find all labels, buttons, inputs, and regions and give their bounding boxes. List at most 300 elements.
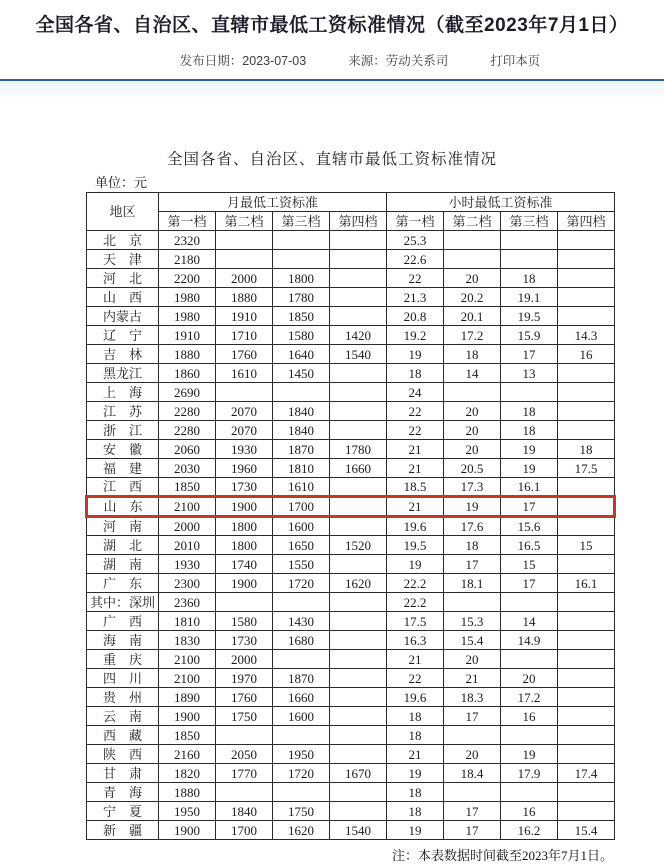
- wage-cell: 1980: [159, 307, 216, 326]
- wage-cell: [330, 402, 387, 421]
- wage-cell: [330, 497, 387, 517]
- region-cell: 新 疆: [87, 821, 159, 840]
- wage-cell: 1850: [273, 307, 330, 326]
- wage-cell: 21: [387, 459, 444, 478]
- wage-cell: 2070: [216, 402, 273, 421]
- region-cell: 云 南: [87, 707, 159, 726]
- wage-cell: 1780: [273, 288, 330, 307]
- wage-cell: 1580: [216, 612, 273, 631]
- wage-cell: [501, 593, 558, 612]
- wage-cell: [330, 421, 387, 440]
- table-row: [87, 650, 615, 669]
- wage-cell: [216, 783, 273, 802]
- wage-cell: 2030: [159, 459, 216, 478]
- region-cell: 甘 肃: [87, 764, 159, 783]
- wage-cell: [216, 383, 273, 402]
- wage-cell: [501, 250, 558, 269]
- wage-cell: 1840: [273, 402, 330, 421]
- region-cell: 浙 江: [87, 421, 159, 440]
- wage-cell: 20: [444, 402, 501, 421]
- wage-cell: 1730: [216, 478, 273, 497]
- wage-cell: 17: [444, 707, 501, 726]
- wage-cell: [330, 269, 387, 288]
- wage-cell: 24: [387, 383, 444, 402]
- wage-cell: 16: [501, 707, 558, 726]
- monthly-group-header: 月最低工资标准: [159, 193, 387, 212]
- wage-cell: 1640: [273, 345, 330, 364]
- wage-cell: 20.5: [444, 459, 501, 478]
- wage-cell: 16.2: [501, 821, 558, 840]
- wage-cell: 19.6: [387, 517, 444, 536]
- wage-cell: 17.9: [501, 764, 558, 783]
- region-cell: 江 苏: [87, 402, 159, 421]
- wage-cell: [444, 383, 501, 402]
- wage-cell: 19: [387, 764, 444, 783]
- wage-cell: 19.2: [387, 326, 444, 345]
- wage-cell: 18: [501, 269, 558, 288]
- region-cell: 吉 林: [87, 345, 159, 364]
- wage-cell: 20: [444, 650, 501, 669]
- wage-cell: 1880: [159, 783, 216, 802]
- wage-cell: 1870: [273, 669, 330, 688]
- wage-cell: 19.1: [501, 288, 558, 307]
- wage-cell: [558, 669, 615, 688]
- hourly-group-header: 小时最低工资标准: [387, 193, 615, 212]
- wage-table: [85, 192, 616, 840]
- wage-cell: [330, 688, 387, 707]
- table-title: 全国各省、自治区、直辖市最低工资标准情况: [166, 151, 497, 168]
- wage-cell: [558, 593, 615, 612]
- wage-cell: [444, 593, 501, 612]
- wage-cell: 18: [387, 726, 444, 745]
- wage-cell: 1610: [273, 478, 330, 497]
- table-row: [87, 364, 615, 383]
- wage-cell: 2180: [159, 250, 216, 269]
- wage-cell: 18: [501, 402, 558, 421]
- wage-cell: 1900: [159, 821, 216, 840]
- wage-cell: [558, 802, 615, 821]
- wage-cell: 1800: [216, 517, 273, 536]
- region-cell: 四 川: [87, 669, 159, 688]
- wage-cell: 15: [558, 536, 615, 555]
- table-row: [87, 783, 615, 802]
- wage-cell: 15.6: [501, 517, 558, 536]
- wage-cell: 1670: [330, 764, 387, 783]
- region-cell: 海 南: [87, 631, 159, 650]
- table-row: [87, 802, 615, 821]
- table-row: [87, 764, 615, 783]
- wage-cell: 22.2: [387, 593, 444, 612]
- wage-cell: 16.3: [387, 631, 444, 650]
- wage-cell: 1930: [159, 555, 216, 574]
- wage-cell: 2050: [216, 745, 273, 764]
- region-cell: 江 西: [87, 478, 159, 497]
- wage-cell: 1850: [159, 478, 216, 497]
- region-cell: 河 南: [87, 517, 159, 536]
- wage-cell: 2160: [159, 745, 216, 764]
- wage-cell: 1700: [216, 821, 273, 840]
- wage-cell: 20: [444, 745, 501, 764]
- wage-cell: [558, 631, 615, 650]
- wage-cell: [273, 231, 330, 250]
- wage-cell: 1880: [216, 288, 273, 307]
- wage-cell: [444, 783, 501, 802]
- wage-cell: [330, 307, 387, 326]
- wage-cell: 1900: [159, 707, 216, 726]
- wage-cell: [330, 250, 387, 269]
- wage-cell: 1900: [216, 574, 273, 593]
- wage-cell: 17.2: [501, 688, 558, 707]
- wage-cell: 1910: [159, 326, 216, 345]
- wage-cell: 2200: [159, 269, 216, 288]
- wage-cell: [273, 593, 330, 612]
- wage-cell: 21: [387, 745, 444, 764]
- wage-cell: 1930: [216, 440, 273, 459]
- wage-cell: 22: [387, 269, 444, 288]
- table-header-row-tiers: [87, 212, 615, 231]
- wage-cell: 1910: [216, 307, 273, 326]
- wage-cell: 21.3: [387, 288, 444, 307]
- region-cell: 上 海: [87, 383, 159, 402]
- wage-cell: [330, 669, 387, 688]
- wage-cell: 15: [501, 555, 558, 574]
- wage-cell: 14: [501, 612, 558, 631]
- table-row: [87, 745, 615, 764]
- wage-cell: [273, 383, 330, 402]
- region-cell: 内蒙古: [87, 307, 159, 326]
- wage-cell: 1720: [273, 574, 330, 593]
- table-row: [87, 421, 615, 440]
- wage-cell: [558, 231, 615, 250]
- wage-cell: 16.1: [558, 574, 615, 593]
- hourly-tier-3-header: 第三档: [501, 212, 558, 231]
- wage-cell: 2000: [159, 517, 216, 536]
- table-row: [87, 307, 615, 326]
- region-cell: 天 津: [87, 250, 159, 269]
- wage-cell: 1800: [216, 536, 273, 555]
- publish-date-label: 发布日期：: [179, 54, 243, 68]
- table-row: [87, 688, 615, 707]
- wage-cell: [558, 269, 615, 288]
- wage-cell: 1420: [330, 326, 387, 345]
- wage-cell: 1780: [330, 440, 387, 459]
- wage-cell: [558, 707, 615, 726]
- region-cell: 山 东: [87, 497, 159, 517]
- wage-cell: [273, 726, 330, 745]
- wage-cell: 18: [387, 783, 444, 802]
- wage-cell: 22: [387, 421, 444, 440]
- wage-cell: 2060: [159, 440, 216, 459]
- wage-cell: [558, 517, 615, 536]
- wage-cell: [216, 231, 273, 250]
- table-row: [87, 669, 615, 688]
- region-cell: 青 海: [87, 783, 159, 802]
- source-value: 劳动关系司: [385, 54, 449, 68]
- hourly-tier-4-header: 第四档: [558, 212, 615, 231]
- wage-cell: 17: [501, 497, 558, 517]
- wage-cell: 17.2: [444, 326, 501, 345]
- wage-cell: 2320: [159, 231, 216, 250]
- table-row: [87, 707, 615, 726]
- wage-cell: 17: [444, 821, 501, 840]
- wage-cell: 19.6: [387, 688, 444, 707]
- region-cell: 宁 夏: [87, 802, 159, 821]
- wage-cell: 1950: [273, 745, 330, 764]
- wage-cell: 18.4: [444, 764, 501, 783]
- wage-cell: [330, 612, 387, 631]
- wage-cell: 17: [444, 555, 501, 574]
- wage-cell: [273, 650, 330, 669]
- region-cell: 北 京: [87, 231, 159, 250]
- wage-cell: 1620: [273, 821, 330, 840]
- wage-cell: [444, 231, 501, 250]
- wage-cell: 1660: [273, 688, 330, 707]
- wage-cell: 1680: [273, 631, 330, 650]
- wage-cell: 15.9: [501, 326, 558, 345]
- print-page-link[interactable]: 打印本页: [490, 54, 541, 68]
- wage-cell: 1770: [216, 764, 273, 783]
- wage-cell: [558, 402, 615, 421]
- wage-cell: [501, 783, 558, 802]
- wage-cell: 20.8: [387, 307, 444, 326]
- wage-cell: 1950: [159, 802, 216, 821]
- footnote: 注：本表数据时间截至2023年7月1日。: [391, 848, 613, 863]
- table-row: [87, 402, 615, 421]
- wage-cell: [330, 745, 387, 764]
- table-row: [87, 250, 615, 269]
- table-row: [87, 821, 615, 840]
- wage-cell: 1810: [273, 459, 330, 478]
- wage-cell: 1970: [216, 669, 273, 688]
- wage-cell: 2360: [159, 593, 216, 612]
- wage-cell: 1840: [216, 802, 273, 821]
- wage-cell: [501, 231, 558, 250]
- wage-cell: [330, 231, 387, 250]
- region-cell: 河 北: [87, 269, 159, 288]
- table-row: [87, 459, 615, 478]
- region-cell: 黑龙江: [87, 364, 159, 383]
- region-cell: 广 西: [87, 612, 159, 631]
- wage-cell: 19.5: [387, 536, 444, 555]
- wage-cell: 25.3: [387, 231, 444, 250]
- wage-cell: 1430: [273, 612, 330, 631]
- table-row: [87, 288, 615, 307]
- wage-cell: 20.2: [444, 288, 501, 307]
- wage-cell: 1660: [330, 459, 387, 478]
- wage-cell: [330, 478, 387, 497]
- wage-cell: 18: [387, 364, 444, 383]
- wage-cell: 20.1: [444, 307, 501, 326]
- wage-cell: 19: [387, 821, 444, 840]
- wage-cell: [558, 726, 615, 745]
- wage-cell: 21: [387, 497, 444, 517]
- wage-cell: 20: [444, 269, 501, 288]
- page-title: 全国各省、自治区、直辖市最低工资标准情况（截至2023年7月1日）: [35, 15, 629, 36]
- wage-cell: [558, 783, 615, 802]
- wage-cell: 20: [444, 440, 501, 459]
- region-header: 地区: [87, 193, 159, 231]
- wage-cell: 2070: [216, 421, 273, 440]
- wage-cell: 1860: [159, 364, 216, 383]
- wage-cell: 17.4: [558, 764, 615, 783]
- region-cell: 山 西: [87, 288, 159, 307]
- wage-cell: 20: [444, 421, 501, 440]
- wage-cell: 16: [501, 802, 558, 821]
- wage-cell: 22: [387, 669, 444, 688]
- wage-cell: [558, 497, 615, 517]
- wage-table-body: [87, 231, 615, 840]
- wage-cell: [330, 383, 387, 402]
- wage-cell: 16.5: [501, 536, 558, 555]
- wage-cell: [444, 726, 501, 745]
- table-row: [87, 326, 615, 345]
- table-row: [87, 231, 615, 250]
- region-cell: 重 庆: [87, 650, 159, 669]
- wage-cell: 1800: [273, 269, 330, 288]
- wage-cell: 21: [387, 650, 444, 669]
- table-row: [87, 612, 615, 631]
- wage-cell: [558, 650, 615, 669]
- wage-cell: 21: [444, 669, 501, 688]
- wage-cell: [273, 250, 330, 269]
- wage-cell: 2280: [159, 421, 216, 440]
- wage-cell: 17: [501, 345, 558, 364]
- region-cell: 广 东: [87, 574, 159, 593]
- table-row: [87, 593, 615, 612]
- wage-cell: [273, 783, 330, 802]
- wage-cell: [558, 250, 615, 269]
- wage-cell: 19.5: [501, 307, 558, 326]
- wage-cell: 19: [444, 497, 501, 517]
- wage-cell: [330, 707, 387, 726]
- wage-cell: 17.5: [387, 612, 444, 631]
- monthly-tier-4-header: 第四档: [330, 212, 387, 231]
- wage-cell: [558, 288, 615, 307]
- wage-cell: [330, 288, 387, 307]
- wage-cell: 1880: [159, 345, 216, 364]
- wage-cell: [330, 631, 387, 650]
- wage-cell: 1550: [273, 555, 330, 574]
- wage-cell: 22.6: [387, 250, 444, 269]
- wage-cell: [330, 783, 387, 802]
- wage-cell: 16: [558, 345, 615, 364]
- wage-cell: [558, 364, 615, 383]
- wage-cell: 18: [444, 536, 501, 555]
- table-row: [87, 269, 615, 288]
- wage-cell: 2300: [159, 574, 216, 593]
- region-cell: 辽 宁: [87, 326, 159, 345]
- wage-cell: 1890: [159, 688, 216, 707]
- wage-cell: 1620: [330, 574, 387, 593]
- wage-cell: 2100: [159, 669, 216, 688]
- wage-cell: 1450: [273, 364, 330, 383]
- wage-cell: [216, 593, 273, 612]
- table-row: [87, 383, 615, 402]
- wage-cell: 1650: [273, 536, 330, 555]
- wage-cell: 1720: [273, 764, 330, 783]
- table-row: [87, 517, 615, 536]
- meta-row: [28, 51, 664, 69]
- table-row: [87, 631, 615, 650]
- wage-cell: 1730: [216, 631, 273, 650]
- wage-cell: [330, 555, 387, 574]
- wage-cell: 1840: [273, 421, 330, 440]
- table-row: [87, 478, 615, 497]
- wage-cell: 14.9: [501, 631, 558, 650]
- region-cell: 陕 西: [87, 745, 159, 764]
- wage-cell: 17: [501, 574, 558, 593]
- wage-cell: 19: [387, 555, 444, 574]
- wage-cell: [501, 383, 558, 402]
- wage-cell: 17.3: [444, 478, 501, 497]
- wage-cell: 1900: [216, 497, 273, 517]
- monthly-tier-2-header: 第二档: [216, 212, 273, 231]
- table-row: [87, 440, 615, 459]
- wage-cell: [330, 802, 387, 821]
- monthly-tier-1-header: 第一档: [159, 212, 216, 231]
- wage-cell: 1600: [273, 707, 330, 726]
- wage-cell: [558, 478, 615, 497]
- wage-cell: [330, 593, 387, 612]
- wage-cell: 15.3: [444, 612, 501, 631]
- wage-cell: [444, 250, 501, 269]
- wage-cell: 1520: [330, 536, 387, 555]
- source: [348, 51, 448, 69]
- region-cell: 湖 北: [87, 536, 159, 555]
- wage-cell: 1960: [216, 459, 273, 478]
- wage-cell: 15.4: [444, 631, 501, 650]
- wage-cell: 1540: [330, 821, 387, 840]
- wage-cell: [558, 688, 615, 707]
- region-cell: 安 徽: [87, 440, 159, 459]
- publish-date: [180, 51, 306, 69]
- unit-label: 单位：元: [95, 175, 148, 190]
- wage-cell: 2100: [159, 650, 216, 669]
- source-label: 来源：: [348, 54, 386, 68]
- wage-cell: 1610: [216, 364, 273, 383]
- wage-cell: 21: [387, 440, 444, 459]
- wage-cell: [501, 650, 558, 669]
- wage-cell: 18.5: [387, 478, 444, 497]
- masthead: [0, 0, 664, 81]
- wage-cell: 18.3: [444, 688, 501, 707]
- wage-cell: 1850: [159, 726, 216, 745]
- wage-cell: 1820: [159, 764, 216, 783]
- wage-cell: 22: [387, 402, 444, 421]
- wage-cell: 14: [444, 364, 501, 383]
- wage-cell: 1750: [216, 707, 273, 726]
- wage-cell: 20: [501, 669, 558, 688]
- wage-cell: 1870: [273, 440, 330, 459]
- wage-cell: 16.1: [501, 478, 558, 497]
- wage-cell: 15.4: [558, 821, 615, 840]
- wage-cell: 2280: [159, 402, 216, 421]
- wage-cell: 1750: [273, 802, 330, 821]
- wage-cell: 1810: [159, 612, 216, 631]
- wage-cell: [330, 517, 387, 536]
- wage-cell: 19: [387, 345, 444, 364]
- wage-cell: 19: [501, 459, 558, 478]
- region-cell: 福 建: [87, 459, 159, 478]
- wage-cell: 2100: [159, 497, 216, 517]
- wage-cell: 18: [387, 802, 444, 821]
- wage-cell: 2000: [216, 650, 273, 669]
- wage-cell: 1760: [216, 345, 273, 364]
- wage-cell: 1540: [330, 345, 387, 364]
- wage-cell: 18: [387, 707, 444, 726]
- wage-cell: 17.5: [558, 459, 615, 478]
- table-row: [87, 574, 615, 593]
